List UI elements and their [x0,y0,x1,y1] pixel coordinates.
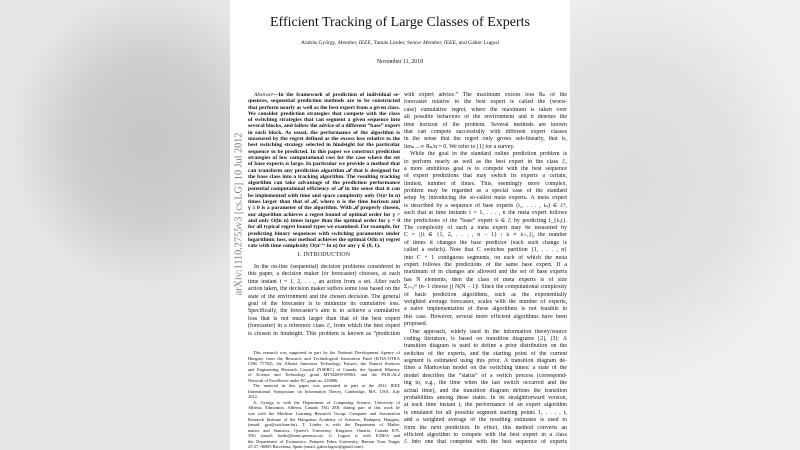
text-line: weighted average forecaster, scales with the number of experts, [404,298,567,305]
text-line: The complexity of such a meta expert may be measured by [404,225,567,232]
text-line: times larger than that of 𝒜, where n is the time horizon and [248,199,400,206]
text-line: the Department of Economics, Pompeu Fabra University, Ramon Trias Fargas [248,438,400,444]
text-line: switches of the experts, and the starting point of the current [404,350,567,357]
text-line: expert follows the predictions of the same base expert. If a [404,261,567,268]
paragraph [248,400,400,450]
text-line: strategies of low computational cost for the case where the set [248,154,400,161]
text-line: maximum of m changes are allowed and the set of base experts [404,269,567,276]
text-line: Hungary from the Research and Technological Innovation Fund (KTIA-OTKA [248,355,400,361]
text-line: in each block. As usual, the performance of the algorithm is [248,129,400,136]
text-line: rate with time complexity O(n¹⁺ᵞ ln n) for any γ ∈ (0, 1). [248,243,381,250]
text-line: sequence to be predicted. In this paper we construct prediction [248,148,400,155]
text-line: into C + 1 contiguous segments, on each of which the meta [404,254,567,261]
text-line: a naive implementation of these algorithms is not feasible in [404,306,567,313]
paragraph [248,383,400,400]
text-line: best switching strategy selected in hindsight for the particular [248,142,400,149]
footnotes [248,350,400,450]
right-column-text [404,92,567,447]
text-line: that perform nearly as well as the best expert from a given class. [248,104,400,111]
text-line: with expert advice.” The maximum excess loss Rₙ of the [404,92,567,98]
section-heading-introduction: I. INTRODUCTION [297,252,351,258]
abstract-text: —In the framework of prediction of individual se- [272,92,400,98]
author-role: Member, IEEE, [337,40,373,46]
text-line: C = |{t ∈ {1, 2, . . . , n − 1} : iₜ ≠ iₜ₊₁}|, the number [404,232,567,239]
text-line: has N elements, then the class of meta experts is of size [404,276,567,283]
text-line: Alberta, Edmonton, Alberta, Canada T6G 2E8; during part of this work he [248,405,400,411]
author-name: and Gábor Lugosi [457,40,500,46]
arxiv-stamp-text: arXiv:1110.2755v3 [cs.LG] 10 Jul 2012 [233,132,245,296]
pdf-page [230,0,570,450]
text-line: of switching strategies that can segment a given sequence into [248,117,400,124]
text-line: setup by introducing the so-called meta experts. A meta expert [404,195,567,202]
text-line: a more ambitious goal is to compete with the best sequence [404,165,567,172]
text-line: action taken, the decision maker suffers some loss based on the [248,286,400,293]
text-line: limited, number of times. This, seemingly more complex, [404,180,567,187]
text-line: While the goal in the standard online prediction problem is [410,151,567,158]
text-line: several blocks, and follow the advice of a different “base” expert [248,123,400,130]
text-line: this paper, a decision maker (or forecaster) chooses, at each [248,271,400,278]
text-line: ℰ into one that competes with the best sequence of experts [404,439,567,446]
text-line: at each time instant t, the performance of an expert algorithm [404,402,567,409]
text-line: state of the environment and the chosen decision. The general [248,293,400,300]
text-line: be implemented with time and space complexity only O(nᵞ ln n) [248,192,400,199]
text-line: logarithmic loss, our method achieves the optimal O(ln n) regret [248,236,400,243]
text-line: coding literature, is based on transition diagrams [2], [3]: A [404,335,567,342]
text-line: Network of Excellence under EC grant no. 216886. [248,377,339,383]
text-line: goal of the forecaster is to minimize its cumulative loss. [248,300,400,307]
text-line: and a weighted average of the resulting estimates is used to [404,417,567,424]
paragraph [404,151,567,328]
text-line: algorithm can take advantage of the prediction performance [248,180,400,187]
text-line: One approach, widely used in the information theory/source [410,328,567,335]
paragraph [248,264,400,338]
text-line: all possible behaviors of the environment and n denotes the [404,114,567,121]
text-line: is emulated for all possible segment starting points 1, . . . , t, [404,409,567,416]
text-line: was with the Machine Learning Research Group, Computer and Automation [248,411,400,417]
author-line [230,40,570,46]
text-line: probabilities among these states. In its straightforward version, [404,395,567,402]
author-name: András György, [300,40,338,46]
paragraph [404,92,567,151]
text-line: proposed. [404,321,428,328]
text-line: 2012. [248,394,258,400]
text-line: measured by the regret defined as the excess loss relative to the [248,136,400,143]
paper-title: Efficient Tracking of Large Classes of Experts [270,15,530,30]
text-line: form the next prediction. In effect, this method converts an [404,424,567,431]
text-line: in the sense that the regret only grows sub-linearly, that is, [404,136,567,143]
text-line: is described by a sequence of base experts (i₁, . . . , iₙ) ∈ ℰⁿ, [404,202,567,209]
text-line: of basic prediction algorithms, such as the exponentially [404,291,567,298]
text-line: can transform any prediction algorithm 𝒜 that is designed for [248,167,400,174]
text-line: 25-27, 08005 Barcelona, Spain (email: gabor.lugosi@gmail.com). [248,444,364,450]
paper-date: November 11, 2018 [377,59,423,65]
paragraph [404,329,567,447]
text-line: transition diagram is used to define a prior distribution on the [404,343,567,350]
text-line: time horizon of the problem. Several methods are known [404,121,567,128]
text-line: called a switch). Note that C switches partition {1, . . . , n} [404,247,567,254]
text-line: forecaster relative to the best expert is called the (worst- [404,99,567,106]
arxiv-stamp [232,110,246,318]
text-line: CNK 77782), the Alberta Innovates Technology Futures, the Natural Sciences [248,361,400,367]
text-line: to perform nearly as well as the best expert in the class ℰ, [404,158,567,165]
text-line: such that at time instants t = 1, . . . , n the meta expert follows [404,210,567,217]
text-line: The material in this paper was presented in part at the 2012 IEEE [253,383,400,389]
text-line: quences, sequential prediction methods are to be constructed [248,98,400,105]
text-line: our algorithm achieves a regret bound of optimal order for γ > [248,211,400,218]
text-line: This research was supported in part by the National Development Agency of [253,350,400,355]
text-line: segment is estimated using this prior. A transition diagram de- [404,358,567,365]
text-line: 3N6 (email: linder@mast.queensu.ca). G. Lugosi is with ICREA and [248,433,400,439]
text-line: time instant t = 1, 2, . . ., an action from a set. After each [248,278,400,285]
author-name: Tamás Linder, [372,40,407,46]
text-line: problem may be regarded as a special case of the standard [404,188,567,195]
text-line: for all typical regret bound types we examined. For example, for [248,224,400,231]
viewer-background-right [570,0,800,450]
viewer-background-left [0,0,230,450]
text-line: ing to, e.g., the time when the last switch occurred and the [404,380,567,387]
text-line: of base experts is large. In particular we provide a method that [248,161,400,168]
text-line: International Symposium on Information Theory, Cambridge, MA, USA, July [248,388,400,394]
text-line: of expert predictions that may switch its experts a certain, [404,173,567,180]
text-line: the base class into a tracking algorithm. The resulting tracking [248,173,400,180]
text-line: efficient algorithm to compete with the best expert in a class [404,431,567,438]
text-line: predicting binary sequences with switching parameters under [248,230,400,237]
introduction-text [248,264,400,338]
text-line: Specifically, the forecaster’s aim is to achieve a cumulative [248,308,400,315]
text-line: matics and Statistics, Queen’s University, Kingston, Ontario, Canada K7L [248,427,400,433]
text-line: this case. However, several more efficient algorithms have been [404,313,567,320]
text-line: γ ≥ 0 is a parameter of the algorithm. With 𝒜 properly chosen, [248,205,400,212]
text-line: Σⱼ₌₀ᵐ (n−1 choose j) N(N − 1)ʲ. Since the computational complexity [404,284,567,291]
text-line: A. György is with the Department of Computing Science, University of [253,399,400,405]
paragraph [248,92,400,249]
text-line: is chosen in hindsight. This problem is known as “prediction [248,330,400,337]
text-line: and only O(ln n) times larger than the optimal order for γ = 0 [248,217,400,224]
abstract [248,92,400,249]
text-line: model describes the “status” of a switch process (correspond- [404,372,567,379]
text-line: fines a Markovian model on the switching times: a state of the [404,365,567,372]
text-line: case) cumulative regret, where the maximum is taken over [404,106,567,113]
text-line: of Science and Technology grant MTM2009-09063, and the PASCAL2 [248,372,400,378]
text-line: limₙ→∞ Rₙ/n = 0. We refer to [1] for a survey. [404,143,515,150]
text-line: actual time), and the transition diagram defines the transition [404,387,567,394]
author-role: Senior Member, IEEE, [406,40,458,46]
text-line: Research Institute of the Hungarian Academy of Sciences, Budapest, Hungary, [248,416,400,422]
text-line: potential computational efficiency of 𝒜 in the sense that it can [248,186,400,193]
text-line: In the on-line (sequential) decision problems considered in [254,264,400,270]
paragraph [248,350,400,383]
text-line: We consider prediction strategies that compete with the class [248,110,400,117]
text-line: the predictions of the “base” expert iₜ ∈ ℰ by predicting f_{iₜ,t}. [404,217,567,224]
text-line: that can compete successfully with different expert classes [404,128,567,135]
abstract-label: Abstract [254,92,273,98]
text-line: (email: gya@szit.bme.hu). T. Linder is with the Department of Mathe- [248,422,400,428]
text-line: (forecaster) in a reference class ℰ, from which the best expert [248,323,400,330]
text-line: of times it changes the base predictor (each such change is [404,239,567,246]
text-line: loss that is not much larger than that of the best expert [248,315,400,322]
text-line: and Engineering Research Council (NSERC) of Canada, the Spanish Ministry [248,366,400,372]
